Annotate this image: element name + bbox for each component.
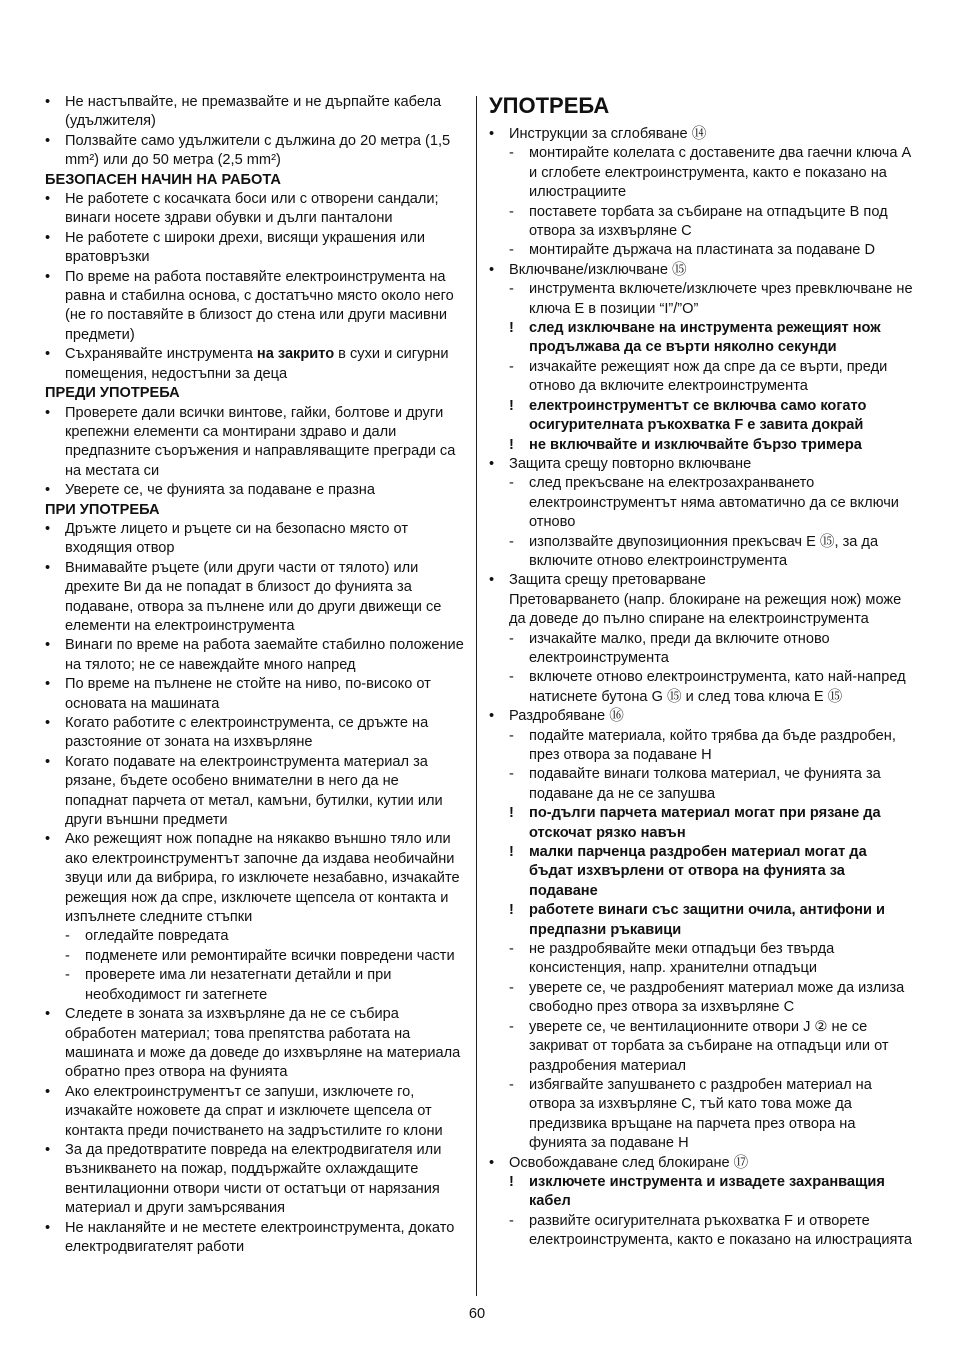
warning-item: ! изключете инструмента и извадете захранващия кабел [489,1173,913,1212]
bullet-item: • Ако електроинструментът се запуши, изключете го, изчакайте ножовете да спрат и изключете щепсела от контакта преди почистването на задръстилите го клони [45,1083,465,1141]
column-divider [476,96,477,1296]
dash-item: - включете отново електроинструмента, като най-напред натиснете бутона G ⑮ и след това ключа E ⑮ [489,668,913,707]
bullet-item: • Инструкции за сглобяване ⑭ [489,125,913,144]
dash-item: - подменете или ремонтирайте всички повредени части [45,947,465,966]
bullet-item: • Ако режещият нож попадне на някакво външно тяло или ако електроинструментът започне да издава необичайни звуци или да вибрира, го изключете незабавно, изчакайте режещия нож да спре, изключете щепсела от контакта и изпълнете следните стъпки [45,830,465,927]
dash-item: - монтирайте колелата с доставените два гаечни ключа A и сглобете електроинструмента, както е показано на илюстрациите [489,144,913,202]
dash-item: - избягвайте запушването с раздробен материал на отвора за изхвърляне C, тъй като това може да предизвика връщане на парчета през отвора на фунията за подаване H [489,1076,913,1154]
dash-item: - уверете се, че вентилационните отвори J ② не се закриват от торбата за събиране на отпадъци или от раздробения материал [489,1018,913,1076]
dash-item: - инструмента включете/изключете чрез превключване не ключа E в позиции “I”/”O” [489,280,913,319]
section-heading: ПРИ УПОТРЕБА [45,501,160,518]
warning-item: ! след изключване на инструмента режещият нож продължава да се върти няколно секунди [489,319,913,358]
warning-item: ! работете винаги със защитни очила, антифони и предпазни ръкавици [489,901,913,940]
bullet-item: • Не работете с широки дрехи, висящи украшения или вратовръзки [45,229,465,268]
bullet-item: • Винаги по време на работа заемайте стабилно положение на тялото; не се навеждайте много напред [45,636,465,675]
dash-item: - използвайте двупозиционния прекъсвач E ⑮, за да включите отново електроинструмента [489,533,913,572]
bullet-item: • Когато работите с електроинструмента, се дръжте на разстояние от зоната на изхвърляне [45,714,465,753]
right-text-list [489,125,913,1251]
bullet-item: • Проверете дали всички винтове, гайки, болтове и други крепежни елементи са монтирани здраво и дали предпазните съоръжения и направляващите прегради са на местата си [45,404,465,482]
left-text-list [45,93,465,1257]
bullet-item: • Съхранявайте инструмента на закрито в сухи и сигурни помещения, недостъпни за деца [45,345,465,384]
section-heading: БЕЗОПАСЕН НАЧИН НА РАБОТА [45,171,281,188]
bullet-item: • Уверете се, че фунията за подаване е празна [45,481,465,500]
left-column [45,93,465,1257]
warning-item: ! не включвайте и изключвайте бързо тримера [489,436,913,455]
right-column [489,93,913,1251]
dash-item: - уверете се, че раздробеният материал може да излиза свободно през отвора за изхвърляне C [489,979,913,1018]
dash-item: - поставете торбата за събиране на отпадъците B под отвора за изхвърляне C [489,203,913,242]
bullet-item: • Защита срещу повторно включване [489,455,913,474]
paragraph: Претоварването (напр. блокиране на режещия нож) може да доведе до пълно спиране на електроинструмента [509,591,902,628]
bullet-item: • Защита срещу претоварване [489,571,913,590]
section-title: УПОТРЕБА [489,93,610,118]
bullet-item: • Не накланяйте и не местете електроинструмента, докато електродвигателят работи [45,1219,465,1258]
dash-item: - огледайте повредата [45,927,465,946]
dash-item: - не раздробявайте меки отпадъци без твърда консистенция, напр. хранителни отпадъци [489,940,913,979]
warning-item: ! електроинструментът се включва само когато осигурителната ръкохватка F е завита докрай [489,397,913,436]
bullet-item: • Включване/изключване ⑮ [489,261,913,280]
bullet-item: • Когато подавате на електроинструмента материал за рязане, бъдете особено внимателни в него да не попаднат парчета от метал, камъни, бутилки, кутии или други външни предмети [45,753,465,831]
dash-item: - монтирайте държача на пластината за подаване D [489,241,913,260]
dash-item: - след прекъсване на електрозахранването електроинструментът няма автоматично да се включи отново [489,474,913,532]
dash-item: - развийте осигурителната ръкохватка F и отворете електроинструмента, както е показано на илюстрацията [489,1212,913,1251]
section-heading: ПРЕДИ УПОТРЕБА [45,385,180,402]
bullet-item: • Раздробяване ⑯ [489,707,913,726]
warning-item: ! малки парченца раздробен материал могат да бъдат изхвърлени от отвора на фунията за подаване [489,843,913,901]
bullet-item: • Освобождаване след блокиране ⑰ [489,1154,913,1173]
dash-item: - подавайте винаги толкова материал, че фунията за подаване да не се запушва [489,765,913,804]
dash-item: - изчакайте малко, преди да включите отново електроинструмента [489,630,913,669]
bullet-item: • Дръжте лицето и ръцете си на безопасно място от входящия отвор [45,520,465,559]
bullet-item: • Не работете с косачката боси или с отворени сандали; винаги носете здрави обувки и дълги панталони [45,190,465,229]
bullet-item: • Не настъпвайте, не премазвайте и не дърпайте кабела (удължителя) [45,93,465,132]
bullet-item: • По време на пълнене не стойте на ниво, по-високо от основата на машината [45,675,465,714]
bullet-item: • Ползвайте само удължители с дължина до 20 метра (1,5 mm²) или до 50 метра (2,5 mm²) [45,132,465,171]
bullet-item: • Внимавайте ръцете (или други части от тялото) или дрехите Ви да не попадат в близост до фунията за подаване, отвора за пълнене или до други движещи се елементи на електроинструмента [45,559,465,637]
warning-item: ! по-дълги парчета материал могат при рязане да отскочат рязко навън [489,804,913,843]
page-number: 60 [468,1306,486,1322]
dash-item: - проверете има ли незатегнати детайли и при необходимост ги затегнете [45,966,465,1005]
bullet-item: • За да предотвратите повреда на електродвигателя или възникването на пожар, поддържайте охлаждащите вентилационни отвори чисти от остатъци от нарязания материал и други замърсявания [45,1141,465,1219]
bullet-item: • По време на работа поставяйте електроинструмента на равна и стабилна основа, с достатъчно място около него (не го поставяйте в близост до стена или други масивни предмети) [45,268,465,346]
dash-item: - изчакайте режещият нож да спре да се върти, преди отново да включите електроинструмента [489,358,913,397]
dash-item: - подайте материала, който трябва да бъде раздробен, през отвора за подаване H [489,727,913,766]
bullet-item: • Следете в зоната за изхвърляне да не се събира обработен материал; това препятства работата на машината и може да доведе до изхвърляне на материала обратно през отвора на фунията [45,1005,465,1083]
